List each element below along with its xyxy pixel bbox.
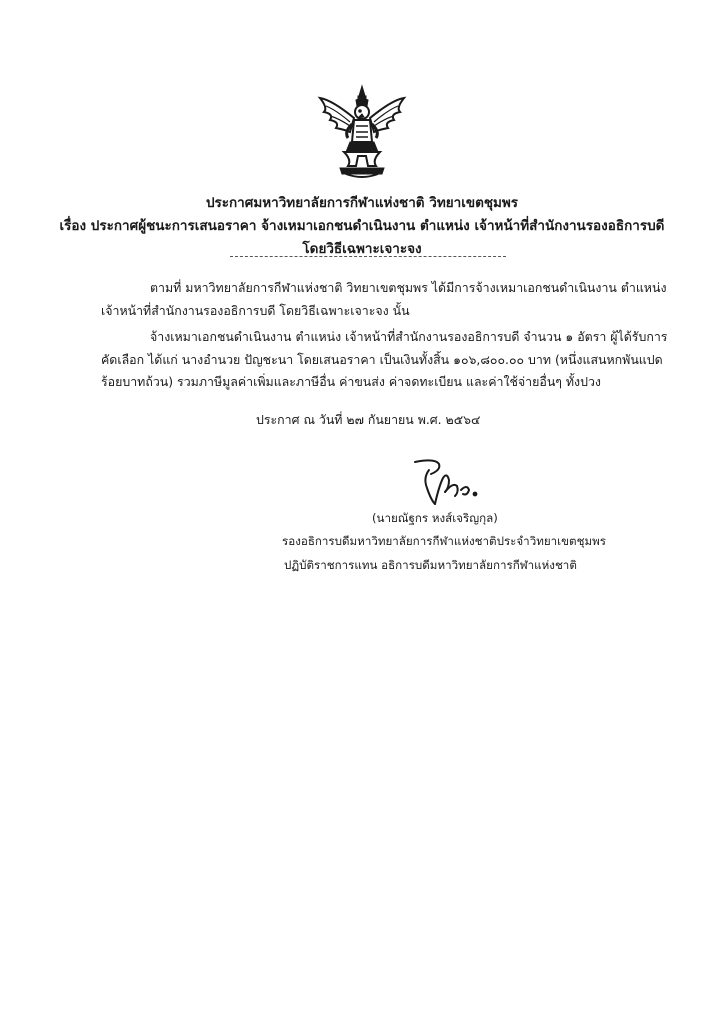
body-paragraph-2-line-3: ร้อยบาทถ้วน) รวมภาษีมูลค่าเพิ่มและภาษีอื่น ค่าขนส่ง ค่าจดทะเบียน และค่าใช้จ่ายอื่นๆ ทั้งปวง — [101, 374, 601, 389]
garuda-emblem-icon — [312, 82, 412, 182]
signatory-position: รองอธิการบดีมหาวิทยาลัยการกีฬาแห่งชาติประจำวิทยาเขตชุมพร — [282, 534, 606, 548]
body-paragraph-2-line-1: จ้างเหมาเอกชนดำเนินงาน ตำแหน่ง เจ้าหน้าที่สำนักงานรองอธิการบดี จำนวน ๑ อัตรา ผู้ได้รับการ — [150, 329, 668, 344]
body-paragraph-1-line-1: ตามที่ มหาวิทยาลัยการกีฬาแห่งชาติ วิทยาเขตชุมพร ได้มีการจ้างเหมาเอกชนดำเนินงาน ตำแหน่ง — [150, 280, 667, 295]
announcement-subject: เรื่อง ประกาศผู้ชนะการเสนอราคา จ้างเหมาเอกชนดำเนินงาน ตำแหน่ง เจ้าหน้าที่สำนักงานรองอธิการบดี — [59, 218, 665, 234]
announcement-date: ประกาศ ณ วันที่ ๒๗ กันยายน พ.ศ. ๒๕๖๔ — [256, 412, 481, 427]
signatory-name: (นายณัฐกร หงส์เจริญกุล) — [372, 511, 498, 525]
handwritten-signature — [405, 456, 483, 508]
signatory-acting-for: ปฏิบัติราชการแทน อธิการบดีมหาวิทยาลัยการกีฬาแห่งชาติ — [284, 558, 577, 572]
dashed-divider — [230, 256, 506, 257]
announcement-method: โดยวิธีเฉพาะเจาะจง — [302, 241, 422, 257]
announcement-title: ประกาศมหาวิทยาลัยการกีฬาแห่งชาติ วิทยาเขตชุมพร — [205, 195, 519, 211]
body-paragraph-2-line-2: คัดเลือก ได้แก่ นางอำนวย ปัญชะนา โดยเสนอราคา เป็นเงินทั้งสิ้น ๑๐๖,๘๐๐.๐๐ บาท (หนึ่งแสนหกพันแปด — [101, 352, 663, 367]
body-paragraph-1-line-2: เจ้าหน้าที่สำนักงานรองอธิการบดี โดยวิธีเฉพาะเจาะจง นั้น — [101, 303, 410, 318]
